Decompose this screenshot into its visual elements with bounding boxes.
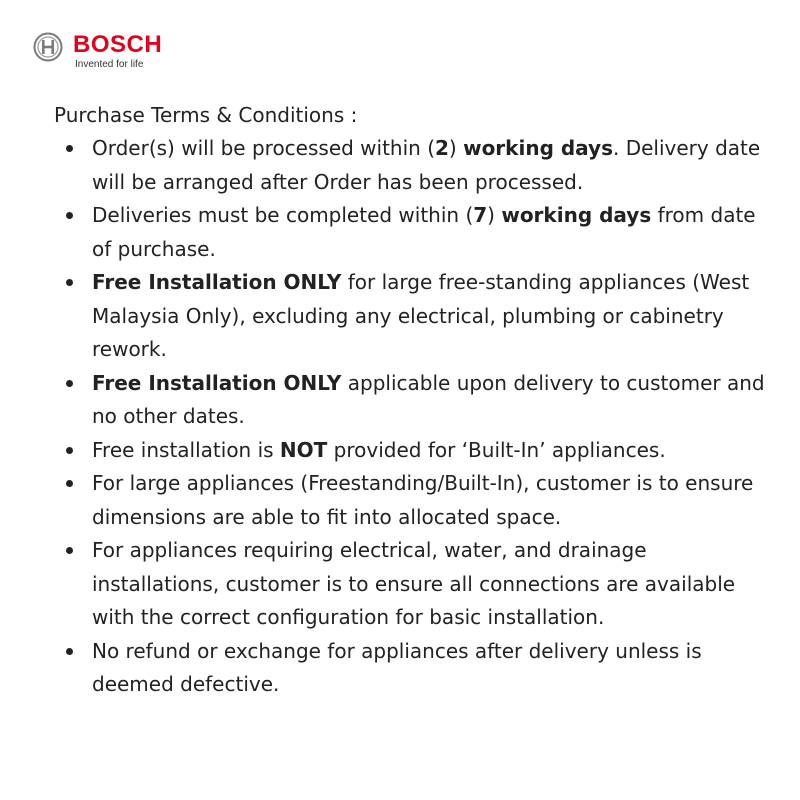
bosch-logo xyxy=(33,30,173,74)
list-item xyxy=(54,434,774,468)
list-item xyxy=(54,266,774,367)
bold-text: working days xyxy=(463,136,613,160)
text: ) xyxy=(448,136,464,160)
terms-list xyxy=(54,132,774,702)
terms-document xyxy=(54,100,774,702)
text: For large appliances (Freestanding/Built-In), customer is to ensure dimensions are able to fit into allocated space. xyxy=(92,471,754,529)
text: for large free-standing appliances (West Malaysia Only), excluding any electrical, plumbing or cabinetry rework. xyxy=(92,270,750,361)
list-item xyxy=(54,467,774,534)
brand-tagline: Invented for life xyxy=(75,59,144,70)
bosch-armature-logo-icon xyxy=(33,32,63,62)
text: Free installation is xyxy=(92,437,280,462)
list-item xyxy=(54,534,774,635)
text: ) xyxy=(487,203,502,227)
text: No refund or exchange for appliances after delivery unless is deemed defective. xyxy=(92,638,702,696)
bold-text: 7 xyxy=(473,203,488,227)
text: applicable upon delivery to customer and no other dates. xyxy=(92,370,765,428)
bold-text: NOT xyxy=(279,437,328,462)
bold-text: 2 xyxy=(435,136,449,160)
brand-name: BOSCH xyxy=(73,31,163,58)
text: For appliances requiring electrical, water, and drainage installations, customer is to ensure all connections are available with the correct configuration for basic installation. xyxy=(92,538,736,629)
text: Deliveries must be completed within ( xyxy=(92,203,474,227)
list-item xyxy=(54,132,774,199)
bold-text: Free Installation ONLY xyxy=(92,270,342,294)
text: from date of purchase. xyxy=(92,203,756,261)
list-item xyxy=(54,199,774,266)
bold-text: Free Installation ONLY xyxy=(92,370,342,395)
text: Order(s) will be processed within ( xyxy=(92,136,435,160)
text: . Delivery date will be arranged after Order has been processed. xyxy=(92,136,761,194)
list-item xyxy=(54,367,774,434)
bold-text: working days xyxy=(501,203,652,227)
page-title: Purchase Terms & Conditions : xyxy=(54,103,358,127)
list-item xyxy=(54,635,774,702)
text: provided for ‘Built-In’ appliances. xyxy=(327,437,666,462)
